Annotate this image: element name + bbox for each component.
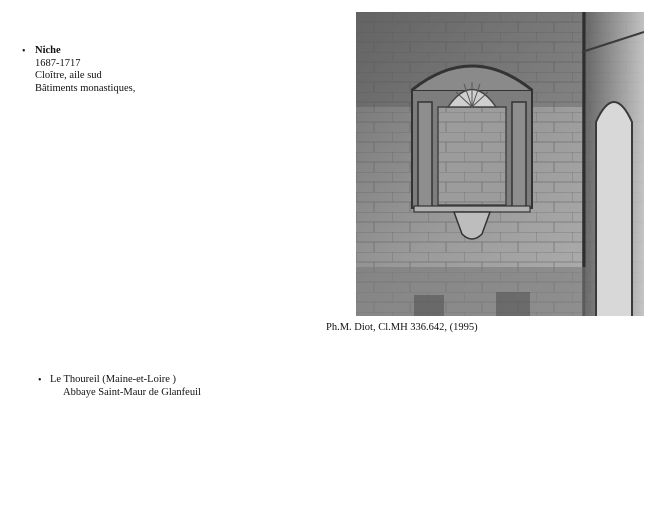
niche-photo-drawing <box>356 12 644 316</box>
photo-caption: Ph.M. Diot, Cl.MH 336.642, (1995) <box>326 322 478 333</box>
site-info <box>38 374 201 399</box>
entry-title: Niche <box>35 45 61 56</box>
entry-location: Cloître, aile sud <box>35 70 102 81</box>
bullet-icon: • <box>38 375 42 386</box>
monument-entry <box>22 45 135 95</box>
bullet-icon: • <box>22 46 26 57</box>
site-abbey: Abbaye Saint-Maur de Glanfeuil <box>63 386 201 398</box>
site-place: Le Thoureil (Maine-et-Loire ) <box>50 374 177 385</box>
entry-building: Bâtiments monastiques, <box>35 82 136 94</box>
niche-photograph <box>356 12 644 316</box>
entry-dates: 1687-1717 <box>35 57 81 69</box>
